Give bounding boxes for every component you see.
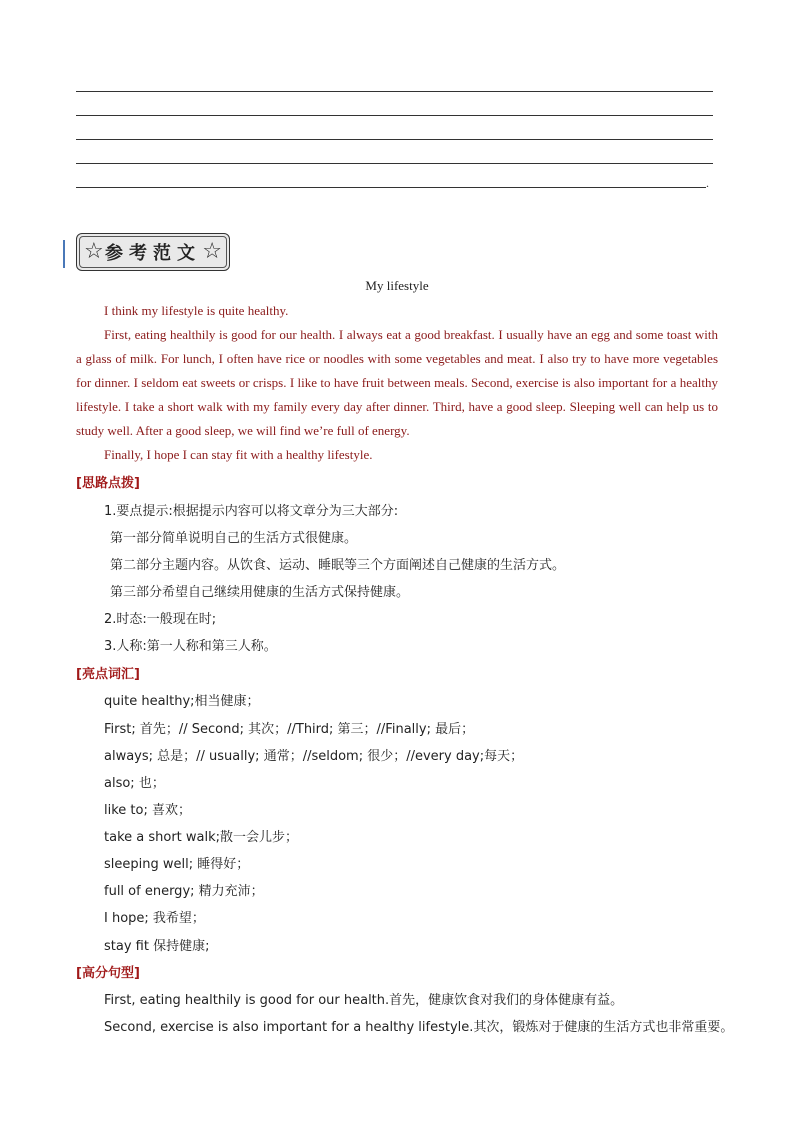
list-item: Second, exercise is also important for a healthy lifestyle.其次，锻炼对于健康的生活方式也非常重要。	[104, 1020, 734, 1035]
badge-inner	[79, 236, 227, 268]
list-item: always; 总是；// usually; 通常；//seldom; 很少；//every day;每天；	[104, 749, 524, 764]
writing-line	[76, 163, 713, 164]
writing-line	[76, 139, 713, 140]
essay-title: My lifestyle	[365, 278, 429, 293]
writing-line	[76, 187, 706, 188]
essay-paragraph: Finally, I hope I can stay fit with a healthy lifestyle.	[104, 447, 373, 462]
badge-title: 参考范文	[105, 243, 201, 264]
list-item: First; 首先；// Second; 其次；//Third; 第三；//Finally; 最后；	[104, 722, 475, 737]
list-item: 第一部分简单说明自己的生活方式很健康。	[110, 531, 358, 546]
list-item: quite healthy;相当健康；	[104, 694, 260, 709]
section-heading-sentences: [高分句型]	[76, 966, 140, 981]
list-item: I hope; 我希望；	[104, 911, 205, 926]
writing-line	[76, 91, 713, 92]
star-icon: ☆	[84, 239, 104, 264]
list-item: take a short walk;散一会儿步；	[104, 830, 299, 845]
list-item: First, eating healthily is good for our health.首先，健康饮食对我们的身体健康有益。	[104, 993, 624, 1008]
list-item: 1.要点提示:根据提示内容可以将文章分为三大部分:	[104, 504, 399, 519]
list-item: 第二部分主题内容。从饮食、运动、睡眠等三个方面阐述自己健康的生活方式。	[110, 558, 566, 573]
star-icon: ☆	[202, 239, 222, 264]
essay-body	[76, 299, 718, 467]
list-item: also; 也；	[104, 776, 165, 791]
section-heading-ideas: [思路点拨]	[76, 476, 140, 491]
accent-bar	[63, 240, 65, 268]
section-heading-vocab: [亮点词汇]	[76, 667, 140, 682]
writing-line	[76, 115, 713, 116]
essay-paragraph: I think my lifestyle is quite healthy.	[104, 303, 289, 318]
list-item: 3.人称:第一人称和第三人称。	[104, 639, 277, 654]
line-end-period: .	[706, 176, 709, 190]
list-item: full of energy; 精力充沛；	[104, 884, 264, 899]
list-item: stay fit 保持健康;	[104, 939, 210, 954]
list-item: like to; 喜欢；	[104, 803, 191, 818]
reference-essay-badge	[76, 233, 230, 271]
list-item: 2.时态:一般现在时;	[104, 612, 217, 627]
list-item: sleeping well; 睡得好；	[104, 857, 250, 872]
list-item: 第三部分希望自己继续用健康的生活方式保持健康。	[110, 585, 410, 600]
essay-paragraph: First, eating healthily is good for our health. I always eat a good breakfast. I usually have an egg and some toast with a glass of milk. For lunch, I often have rice or noodles with some vegetables and meat. I also try to have more vegetables for dinner. I seldom eat sweets or crisps. I like to have fruit between meals. Second, exercise is also important for a healthy lifestyle. I take a short walk with my family every day after dinner. Third, have a good sleep. Sleeping well can help us to study well. After a good sleep, we will find we’re full of energy.	[76, 327, 718, 438]
